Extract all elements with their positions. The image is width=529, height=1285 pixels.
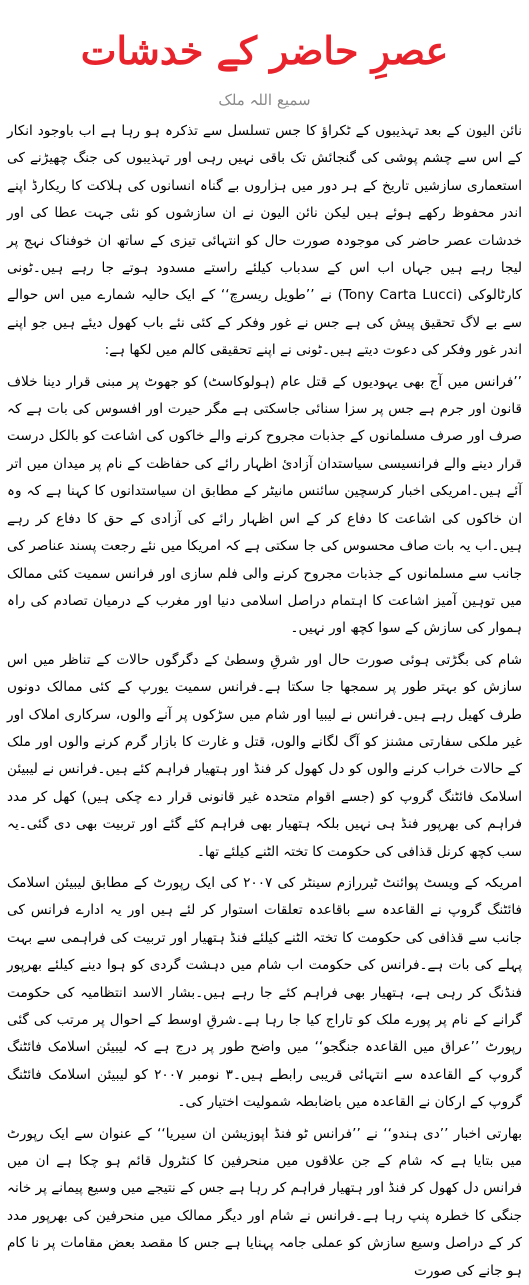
- author-byline: سمیع اللہ ملک: [218, 91, 311, 109]
- article-title: عصرِ حاضر کے خدشات: [80, 28, 449, 73]
- article-body: [7, 118, 522, 1285]
- paragraph-intro: نائن الیون کے بعد تہذیبوں کے ٹکراؤ کا جس تسلسل سے تذکرہ ہو رہا ہے اب باوجود انکار کے اس سے چشم پوشی کی گنجائش تک باقی نہیں رہی اور تہذیبوں کی جنگ چھیڑنے کی استعماری سازشیں تاریخ کے ہر دور میں ہزاروں بے گناہ انسانوں کی ہلاکت کا ریکارڈ اپنے اندر محفوظ رکھے ہوئے ہیں لیکن نائن الیون نے ان سازشوں کو نئی جہت عطا کی اور خدشات عصر حاضر کی موجودہ صورت حال کو انتہائی تیزی کے ساتھ ان خوفناک نہج پر لیجا رہے ہیں جہاں اب اس کے سدباب کیلئے راستے مسدود ہوتے جا رہے ہیں۔ٹونی کارٹالوکی (Tony Carta Lucci) نے ’’طویل ریسرچ‘‘ کے ایک حالیہ شمارے میں اس حوالے سے بے لاگ تحقیق پیش کی ہے جس نے غور وفکر کے کئی نئے باب کھول دیئے ہیں جو اپنے اندر غور وفکر کی دعوت دیتے ہیں۔ٹونی نے اپنے تحقیقی کالم میں لکھا ہے:: [7, 123, 522, 359]
- paragraph-quote: ’’فرانس میں آج بھی یہودیوں کے قتل عام (ہولوکاسٹ) کو جھوٹ پر مبنی قرار دینا خلاف قانون اور جرم ہے جس پر سزا سنائی جاسکتی ہے مگر حیرت اور افسوس کی بات ہے کہ صرف اور صرف مسلمانوں کے جذبات مجروح کرنے والے خاکوں کی اشاعت کو بالکل درست قرار دینے والے فرانسیسی سیاستدان آزادیٔ اظہار رائے کی حفاظت کے نام پر میدان میں اتر آئے ہیں۔امریکی اخبار کرسچین سائنس مانیٹر کے مطابق ان سیاستدانوں کا کہنا ہے کہ وہ ان خاکوں کی اشاعت کا دفاع کر کے اس اظہار رائے کی آزادی کے حق کا دفاع کر رہے ہیں۔اب یہ بات صاف محسوس کی جا سکتی ہے کہ امریکا میں نئے رجعت پسند عناصر کی جانب سے مسلمانوں کے جذبات مجروح کرنے والی فلم سازی اور فرانس سمیت کئی ممالک میں توہین آمیز اشاعت کا اہتمام دراصل اسلامی دنیا اور مغرب کے درمیان تصادم کی راہ ہموار کی سازش کے سوا کچھ اور نہیں۔: [7, 373, 522, 637]
- paragraph-the-hindu-report: بھارتی اخبار ’’دی ہندو‘‘ نے ’’فرانس ٹو فنڈ اپوزیشن ان سیریا‘‘ کے عنوان سے ایک رپورٹ میں بتایا ہے کہ شام کے جن علاقوں میں منحرفین کا کنٹرول قائم ہو چکا ہے ان میں فرانس دل کھول کر فنڈ اور ہتھیار فراہم کر رہا ہے جس کے نتیجے میں وسیع پیمانے پر خانہ جنگی کا خطرہ پنپ رہا ہے۔فرانس نے شام اور دیگر ممالک میں منحرفین کی بھرپور مدد کر کے دراصل وسیع سازش کو عملی جامہ پہنایا ہے جس کا مقصد بعض مقامات پر نا کام ہو جانے کی صورت: [7, 1125, 522, 1279]
- paragraph-syria-situation: شام کی بگڑتی ہوئی صورت حال اور شرقِ وسطیٰ کے دگرگوں حالات کے تناظر میں اس سازش کو بہتر طور پر سمجھا جا سکتا ہے۔فرانس سمیت یورپ کے کئی ممالک دونوں طرف کھیل رہے ہیں۔فرانس نے لیبیا اور شام میں سڑکوں پر آنے والوں، سرکاری املاک اور غیر ملکی سفارتی مشنز کو آگ لگانے والوں، قتل و غارت کا بازار گرم کرنے والوں اور ملک کے حالات خراب کرنے والوں کو دل کھول کر فنڈ اور ہتھیار فراہم کئے ہیں۔فرانس نے لیبیئن اسلامک فائٹنگ گروپ کو (جسے اقوام متحدہ غیر قانونی قرار دے چکی ہیں) کھل کر مدد فراہم کی بھرپور فنڈ ہی نہیں بلکہ ہتھیار بھی فراہم کئے گئے اور تربیت بھی دی گئی۔یہ سب کچھ کرنل قذافی کی حکومت کا تختہ الٹنے کیلئے تھا۔: [7, 651, 522, 860]
- paragraph-west-point-report: امریکہ کے ویسٹ پوائنٹ ٹیررازم سینٹر کی ۲۰۰۷ کی ایک رپورٹ کے مطابق لیبیئن اسلامک فائٹنگ گروپ نے القاعدہ سے باقاعدہ تعلقات استوار کر لئے ہیں اور یہ ادارے فرانس کی جانب سے قذافی کی حکومت کا تختہ الٹنے کیلئے فنڈ ہتھیار اور تربیت کی فراہمی سے بہت پہلے کی بات ہے۔فرانس کی حکومت اب شام میں دہشت گردی کو ہوا دینے کیلئے بھرپور فنڈنگ کر رہی ہے، ہتھیار بھی فراہم کئے جا رہے ہیں۔بشار الاسد انتظامیہ کی حکومت گرانے کے نام پر پورے ملک کو تاراج کیا جا رہا ہے۔شرقِ اوسط کے احوال پر مرتب کی گئی رپورٹ ’’عراق میں القاعدہ جنگجو‘‘ میں واضح طور پر درج ہے کہ لیبیئن اسلامک فائٹنگ گروپ کے القاعدہ سے انتہائی قریبی رابطے ہیں۔۳ نومبر ۲۰۰۷ کو لیبیئن اسلامک فائٹنگ گروپ کے ارکان نے القاعدہ میں باضابطہ شمولیت اختیار کی۔: [7, 874, 523, 1111]
